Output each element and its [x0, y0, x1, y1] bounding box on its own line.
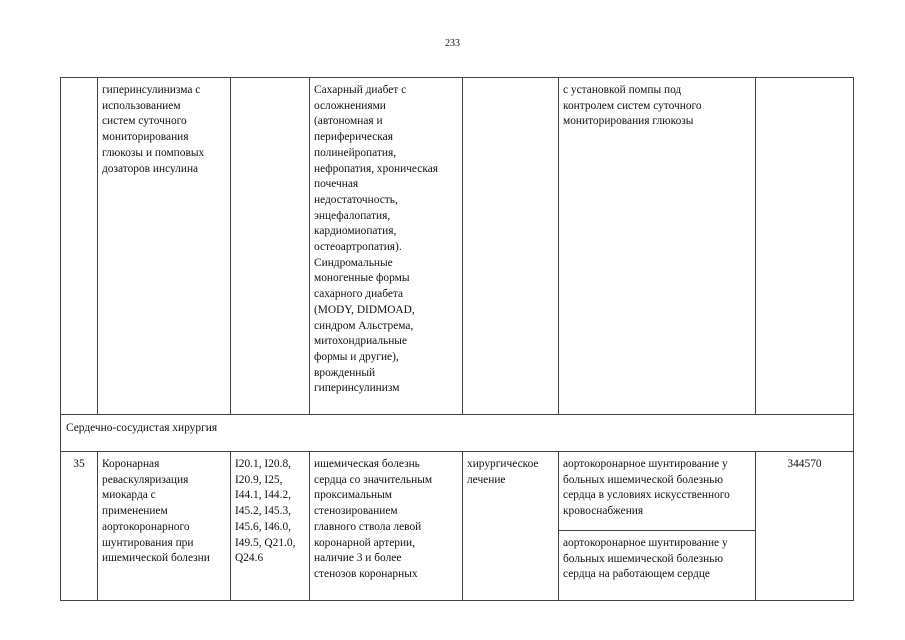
text-line: сердца в условиях искусственного [563, 489, 730, 502]
text-line: аортокоронарного [102, 520, 190, 533]
cell-treatment-type [463, 452, 559, 601]
text-line: лечение [467, 473, 506, 486]
icd-codes-text [235, 457, 305, 567]
text-line: контролем систем суточного [563, 99, 702, 112]
text-line: (MODY, DIDMOAD, [314, 303, 415, 316]
text-line: мониторирования [102, 131, 189, 144]
text-line: гиперинсулинизма с [102, 84, 201, 96]
text-line: сердца на работающем сердце [563, 568, 710, 581]
cell-number-empty [61, 78, 98, 415]
text-line: I20.1, I20.8, [235, 458, 291, 470]
text-line: остеоартропатия). [314, 241, 402, 254]
patient-model-text [314, 83, 458, 397]
patient-model-text [314, 457, 458, 583]
text-line: использованием [102, 99, 181, 112]
medical-care-table [60, 77, 854, 601]
text-line: стенозов коронарных [314, 567, 418, 580]
cell-treatment-method [559, 78, 756, 415]
text-line: энцефалопатия, [314, 209, 391, 222]
treatment-method-1-text [563, 457, 751, 520]
text-line: сердца со значительным [314, 473, 433, 486]
text-line: наличие 3 и более [314, 552, 402, 565]
page-number: 233 [445, 38, 460, 49]
text-line: главного ствола левой [314, 520, 422, 533]
cell-care-name [98, 78, 231, 415]
treatment-method-2-text [563, 536, 751, 583]
text-line: применением [102, 505, 168, 518]
text-line: митохондриальные [314, 335, 408, 348]
text-line: Q24.6 [235, 552, 264, 565]
section-header-row [61, 415, 854, 452]
text-line: аортокоронарное шунтирование у [563, 537, 728, 549]
text-line: I20.9, I25, [235, 473, 283, 486]
text-line: глюкозы и помповых [102, 146, 205, 159]
text-line: I44.1, I44.2, [235, 489, 291, 502]
text-line: почечная [314, 178, 359, 191]
text-line: с установкой помпы под [563, 84, 682, 96]
text-line: шунтирования при [102, 536, 194, 549]
cell-patient-model [310, 452, 463, 601]
text-line: Синдромальные [314, 256, 393, 269]
table-row-35 [61, 452, 854, 531]
text-line: Сахарный диабет с [314, 84, 407, 96]
text-line: реваскуляризация [102, 473, 189, 486]
text-line: моногенные формы [314, 272, 410, 285]
text-line: больных ишемической болезнью [563, 473, 723, 486]
text-line: нефропатия, хроническая [314, 162, 438, 175]
text-line: миокарда с [102, 489, 156, 502]
treatment-type-text [467, 457, 554, 488]
text-line: (автономная и [314, 115, 383, 128]
row-number: 35 [61, 452, 98, 601]
text-line: формы и другие), [314, 350, 399, 363]
text-line: ишемическая болезнь [314, 458, 420, 470]
cell-patient-model [310, 78, 463, 415]
cell-amount-empty [756, 78, 854, 415]
text-line: проксимальным [314, 489, 393, 502]
text-line: I45.6, I46.0, [235, 520, 291, 533]
text-line: больных ишемической болезнью [563, 552, 723, 565]
text-line: I45.2, I45.3, [235, 505, 291, 518]
text-line: мониторирования глюкозы [563, 115, 694, 128]
care-name-text [102, 457, 226, 567]
table-row-continuation [61, 78, 854, 415]
cell-care-name [98, 452, 231, 601]
text-line: систем суточного [102, 115, 187, 128]
text-line: кардиомиопатия, [314, 225, 397, 238]
text-line: гиперинсулинизм [314, 382, 400, 395]
text-line: кровоснабжения [563, 505, 644, 518]
treatment-method-text [563, 83, 751, 130]
section-title: Сердечно-сосудистая хирургия [61, 415, 854, 452]
text-line: сахарного диабета [314, 288, 404, 301]
text-line: аортокоронарное шунтирование у [563, 458, 728, 470]
text-line: осложнениями [314, 99, 386, 112]
text-line: стенозированием [314, 505, 398, 518]
text-line: дозаторов инсулина [102, 162, 199, 175]
cell-treatment-method-1 [559, 452, 756, 531]
cell-treatment-method-2 [559, 531, 756, 601]
cell-amount: 344570 [756, 452, 854, 601]
cell-treatment-type-empty [463, 78, 559, 415]
text-line: коронарной артерии, [314, 536, 415, 549]
text-line: Коронарная [102, 458, 160, 470]
text-line: синдром Альстрема, [314, 319, 414, 332]
text-line: недостаточность, [314, 193, 398, 206]
cell-icd-codes-empty [231, 78, 310, 415]
cell-icd-codes [231, 452, 310, 601]
text-line: I49.5, Q21.0, [235, 536, 296, 549]
text-line: полинейропатия, [314, 146, 397, 159]
text-line: ишемической болезни [102, 552, 210, 565]
text-line: периферическая [314, 131, 393, 144]
text-line: хирургическое [467, 458, 539, 470]
care-name-text [102, 83, 226, 177]
text-line: врожденный [314, 366, 376, 379]
